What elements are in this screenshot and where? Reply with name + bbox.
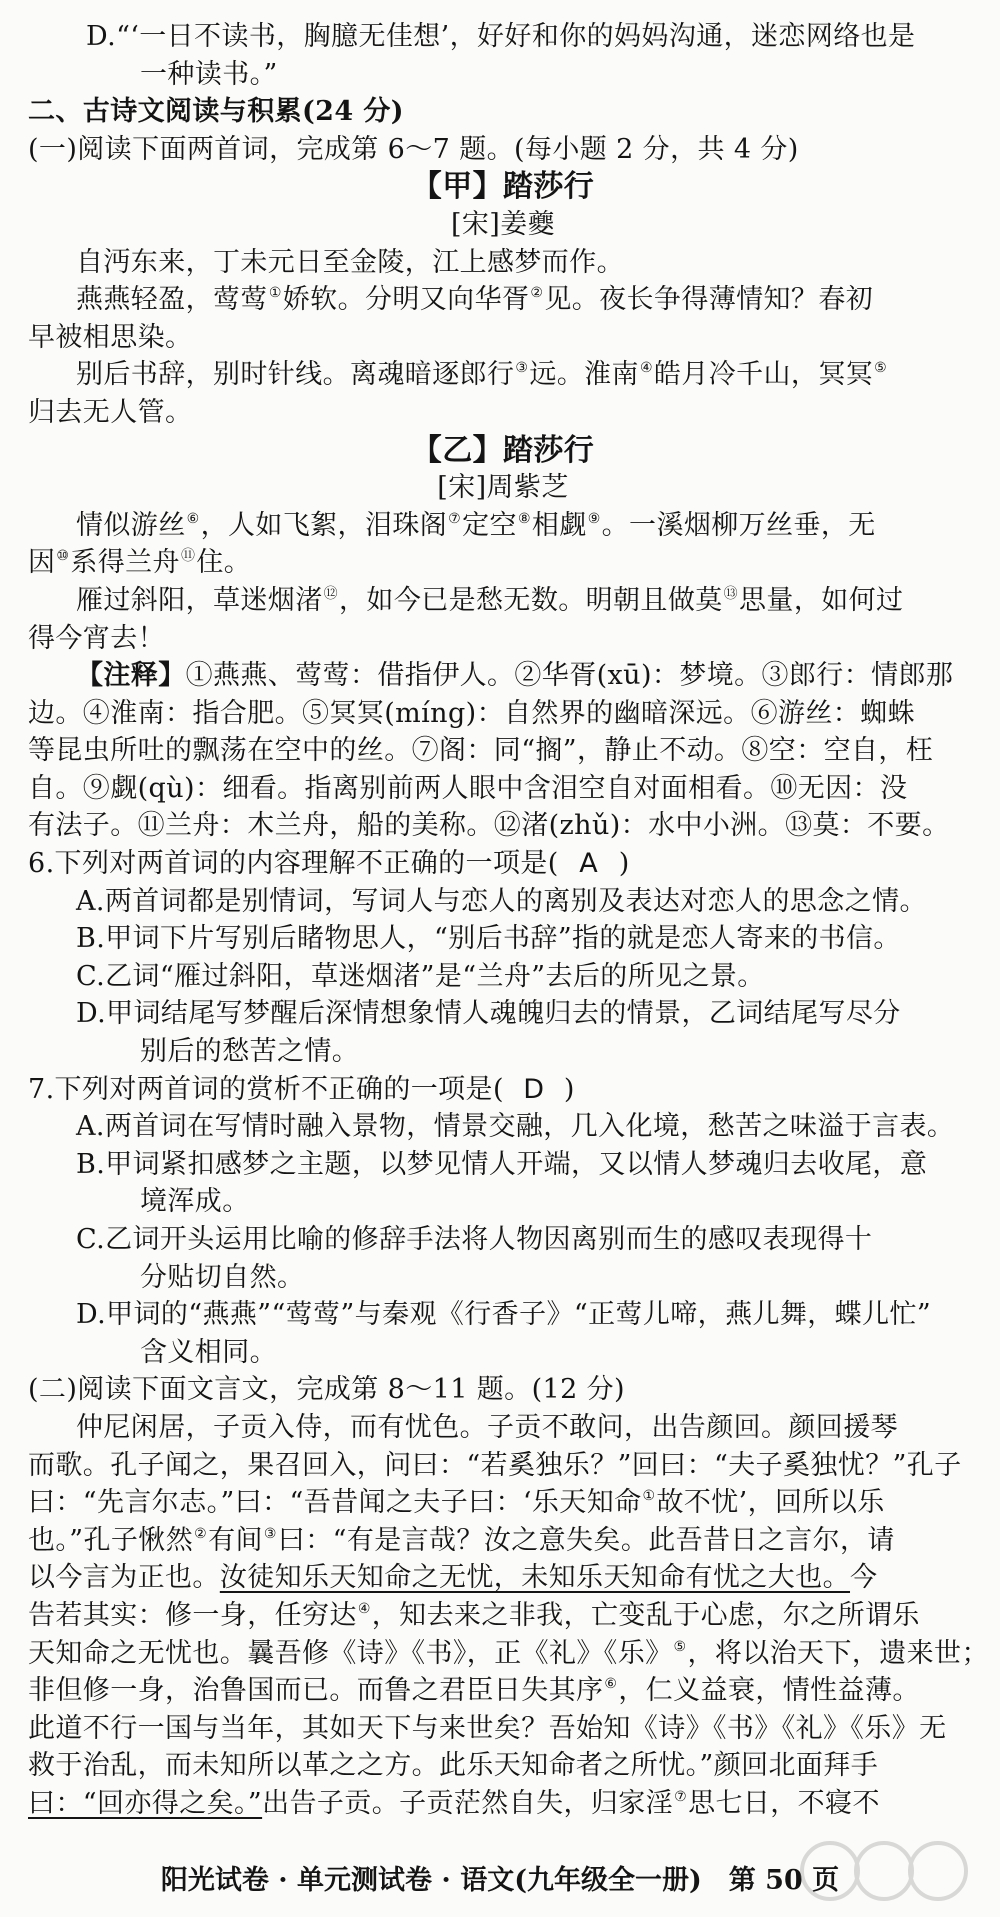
- prose-line: 天知命之无忧也。曩吾修《诗》《书》，正《礼》《乐》⑤，将以治天下，遗来世；: [28, 1637, 989, 1669]
- prose-line: 非但修一身，治鲁国而已。而鲁之君臣日失其序⑥，仁义益衰，情性益薄。: [28, 1675, 920, 1707]
- option-line: C.乙词开头运用比喻的修辞手法将人物因离别而生的感叹表现得十: [76, 1224, 873, 1255]
- note-mark: ⑪: [180, 548, 196, 565]
- note-mark: ⑩: [56, 548, 70, 565]
- option-line: D.甲词的“燕燕”“莺莺”与秦观《行香子》“正莺儿啼，燕儿舞，蝶儿忙”: [76, 1299, 932, 1331]
- poem-line: 情似游丝⑥，人如飞絮，泪珠阁⑦定空⑧相觑⑨。一溪烟柳万丝垂，无: [76, 509, 876, 541]
- note-mark: ⑨: [587, 510, 601, 527]
- poem-line: 别后书辞，别时针线。离魂暗逐郎行③远。淮南④皓月冷千山，冥冥⑤: [76, 359, 888, 391]
- poem-author-yi: [宋]周紫芝: [437, 472, 569, 504]
- page-footer: 阳光试卷 · 单元测试卷 · 语文(九年级全一册) 第 50 页: [160, 1865, 840, 1896]
- note-mark: ③: [263, 1525, 277, 1542]
- note-mark: ⑥: [186, 510, 200, 527]
- prose-line: 曰：“回亦得之矣。”出告子贡。子贡茫然自失，归家淫⑦思七日，不寝不: [28, 1787, 880, 1819]
- notes-line: 自。⑨觑(qù)：细看。指离别前两人眼中含泪空自对面相看。⑩无因：没: [28, 772, 908, 804]
- answer-7: D: [523, 1073, 545, 1105]
- instruction-line: (一)阅读下面两首词，完成第 6～7 题。(每小题 2 分，共 4 分): [28, 133, 799, 165]
- underlined-sentence: 汝徒知乐天知命之无忧，未知乐天知命有忧之大也。: [219, 1562, 851, 1594]
- instruction-line: (二)阅读下面文言文，完成第 8～11 题。(12 分): [28, 1374, 625, 1406]
- poem-title-jia: 【甲】踏莎行: [411, 169, 595, 205]
- poem-line: 因⑩系得兰舟⑪住。: [28, 547, 252, 579]
- watermark-logo-icon: [794, 1837, 984, 1909]
- option-line: D.甲词结尾写梦醒后深情想象情人魂魄归去的情景，乙词结尾写尽分: [76, 998, 901, 1030]
- notes-line: 有法子。⑪兰舟：木兰舟，船的美称。⑫渚(zhǔ)：水中小洲。⑬莫：不要。: [28, 810, 950, 842]
- option-line: 分贴切自然。: [140, 1261, 305, 1293]
- option-line: B.甲词紧扣感梦之主题，以梦见情人开端，又以情人梦魂归去收尾，意: [76, 1148, 928, 1180]
- prose-line: 而歌。孔子闻之，果召回入，问曰：“若奚独乐？”回曰：“夫子奚独忧？”孔子: [28, 1449, 962, 1481]
- note-mark: ⑤: [874, 360, 888, 377]
- option-line: 别后的愁苦之情。: [140, 1036, 360, 1068]
- prose-line: 此道不行一国与当年，其如天下与来世矣？吾始知《诗》《书》《礼》《乐》无: [28, 1712, 947, 1744]
- poem-line: 早被相思染。: [28, 321, 193, 353]
- prose-line: 仲尼闲居，子贡入侍，而有忧色。子贡不敢问，出告颜回。颜回援琴: [76, 1411, 898, 1443]
- question-6: 6.下列对两首词的内容理解不正确的一项是( A ): [28, 845, 978, 883]
- prose-line: 也。”孔子愀然②有间③曰：“有是言哉？汝之意失矣。此吾昔日之言尔，请: [28, 1524, 895, 1556]
- option-line: C.乙词“雁过斜阳，草迷烟渚”是“兰舟”去后的所见之景。: [76, 960, 765, 992]
- note-mark: ⑬: [723, 585, 739, 602]
- section-heading: 二、古诗文阅读与积累(24 分): [28, 96, 404, 128]
- prose-line: 告若其实：修一身，任穷达④，知去来之非我，亡变乱于心虑，尔之所谓乐: [28, 1599, 920, 1631]
- prose-line: 以今言为正也。汝徒知乐天知命之无忧，未知乐天知命有忧之大也。今: [28, 1562, 878, 1594]
- note-mark: ⑧: [517, 510, 531, 527]
- prose-line: 救于治乱，而未知所以革之之方。此乐天知命者之所忧。”颜回北面拜手: [28, 1750, 879, 1782]
- note-mark: ①: [642, 1488, 656, 1505]
- poem-preface: 自沔东来，丁未元日至金陵，江上感梦而作。: [76, 246, 624, 278]
- note-mark: ⑦: [674, 1788, 688, 1805]
- note-mark: ⑥: [604, 1676, 618, 1693]
- notes-line: 【注释】①燕燕、莺莺：借指伊人。②华胥(xū)：梦境。③郎行：情郎那: [76, 660, 954, 692]
- poem-line: 得今宵去！: [28, 622, 165, 654]
- note-mark: ④: [357, 1600, 371, 1617]
- poem-line: 雁过斜阳，草迷烟渚⑫，如今已是愁无数。明朝且做莫⑬思量，如何过: [76, 584, 904, 616]
- note-mark: ⑦: [448, 510, 462, 527]
- question-7: 7.下列对两首词的赏析不正确的一项是( D ): [28, 1071, 978, 1109]
- prose-line: 曰：“先言尔志。”曰：“吾昔闻之夫子曰：‘乐天知命①故不忧’，回所以乐: [28, 1487, 885, 1519]
- underlined-sentence: 曰：“回亦得之矣。”: [28, 1787, 263, 1819]
- note-mark: ⑤: [673, 1638, 687, 1655]
- answer-6: A: [579, 848, 599, 880]
- option-line: 境浑成。: [140, 1186, 250, 1218]
- poem-author-jia: [宋]姜夔: [450, 208, 556, 240]
- option-line: B.甲词下片写别后睹物思人，“别后书辞”指的就是恋人寄来的书信。: [76, 923, 901, 955]
- note-mark: ④: [639, 360, 653, 377]
- option-line: D.“‘一日不读书，胸臆无佳想’，好好和你的妈妈沟通，迷恋网络也是: [86, 21, 916, 52]
- poem-line: 燕燕轻盈，莺莺①娇软。分明又向华胥②见。夜长争得薄情知？春初: [76, 284, 874, 316]
- note-mark: ②: [530, 285, 544, 302]
- option-line: 一种读书。”: [140, 58, 278, 90]
- option-line: 含义相同。: [140, 1336, 277, 1368]
- notes-line: 边。④淮南：指合肥。⑤冥冥(míng)：自然界的幽暗深远。⑥游丝：蜘蛛: [28, 697, 915, 729]
- poem-title-yi: 【乙】踏莎行: [411, 432, 595, 468]
- notes-line: 等昆虫所吐的飘荡在空中的丝。⑦阁：同“搁”，静止不动。⑧空：空自，枉: [28, 735, 934, 767]
- note-mark: ⑫: [323, 585, 339, 602]
- note-mark: ②: [194, 1525, 208, 1542]
- poem-line: 归去无人管。: [28, 396, 193, 428]
- option-line: A.两首词都是别情词，写词人与恋人的离别及表达对恋人的思念之情。: [76, 885, 927, 917]
- note-mark: ①: [268, 285, 282, 302]
- note-mark: ③: [515, 360, 529, 377]
- option-line: A.两首词在写情时融入景物，情景交融，几入化境，愁苦之味溢于言表。: [76, 1111, 955, 1143]
